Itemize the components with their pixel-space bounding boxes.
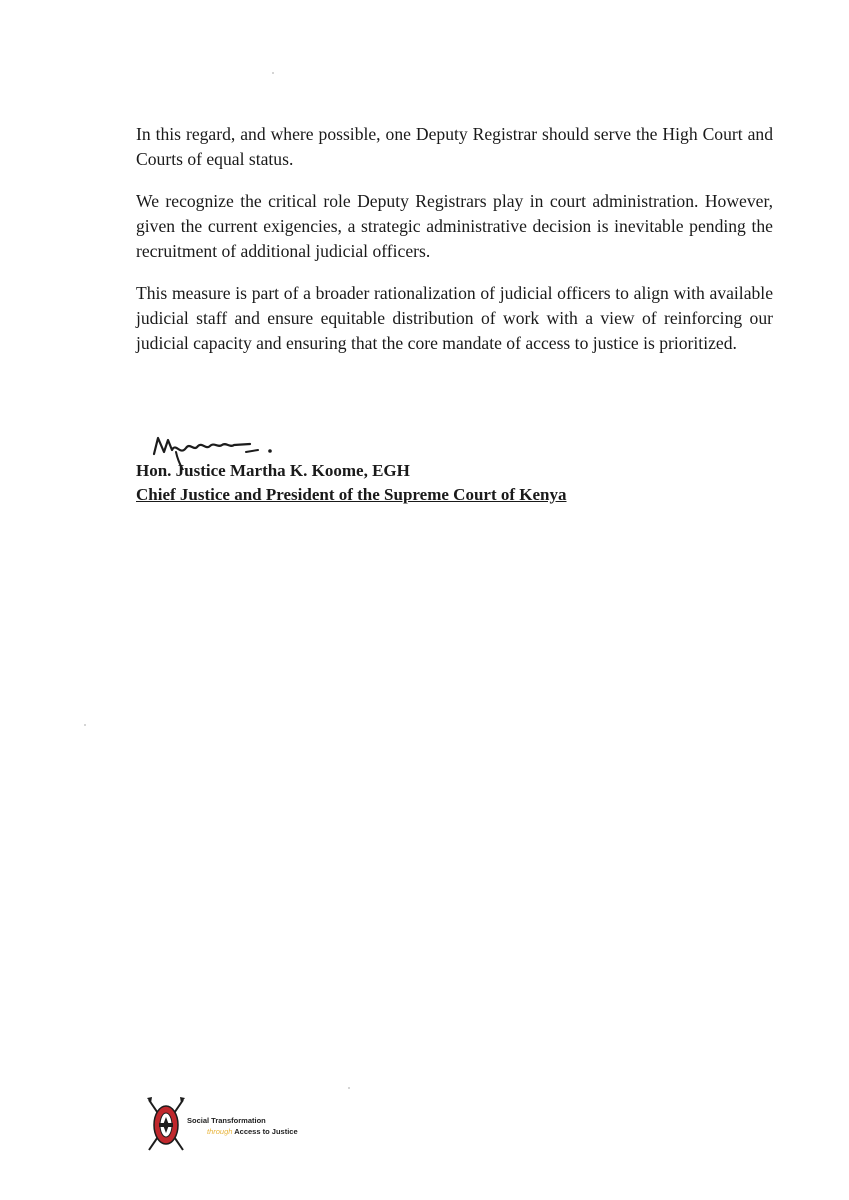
motto-access: Access to Justice [234,1127,298,1136]
scan-speck [272,72,274,74]
motto-line-1: Social Transformation [187,1116,266,1125]
signatory-title: Chief Justice and President of the Supreme Court of Kenya [136,485,567,504]
scan-speck [348,1087,350,1089]
signatory-name: Hon. Justice Martha K. Koome, EGH [136,461,410,480]
judiciary-shield-icon [145,1094,187,1156]
motto-through: through [207,1127,233,1136]
paragraph: In this regard, and where possible, one Deputy Registrar should serve the High Court and Courts of equal status. [136,124,773,169]
letter-body [136,122,773,373]
paragraph: This measure is part of a broader rationalization of judicial officers to align with available judicial staff and ensure equitable distribution of work with a view of reinforcing our judicial capacity and ensuring that the core mandate of access to justice is prioritized. [136,283,773,353]
scan-speck [84,724,86,726]
judiciary-footer-logo [145,1094,365,1156]
paragraph: We recognize the critical role Deputy Registrars play in court administration. However, given the current exigencies, a strategic administrative decision is inevitable pending the recruitment of additional judicial officers. [136,191,773,261]
motto-line-2 [207,1127,298,1136]
